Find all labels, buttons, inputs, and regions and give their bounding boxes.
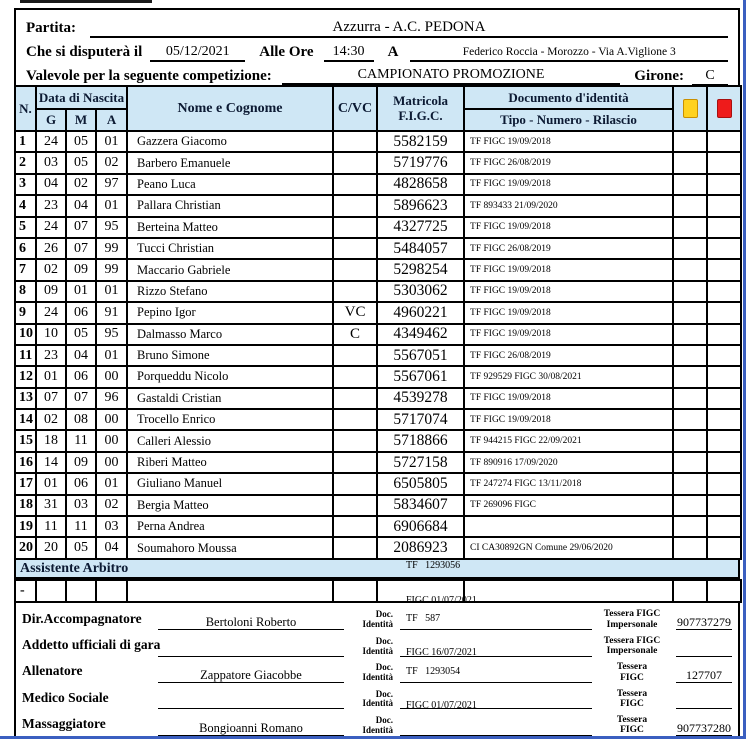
identity-document: TF 890916 17/09/2020 (464, 452, 673, 473)
birth-month: 03 (66, 495, 96, 516)
col-header-number: N. (15, 86, 36, 131)
player-name: Calleri Alessio (127, 430, 333, 451)
red-card-cell (707, 324, 741, 345)
birth-month: 09 (66, 452, 96, 473)
birth-day: 24 (36, 217, 66, 238)
player-number: 8 (15, 281, 36, 302)
player-row (15, 302, 741, 323)
red-card-cell (707, 174, 741, 195)
captain-flag (333, 452, 377, 473)
identity-document: TF FIGC 19/09/2018 (464, 409, 673, 430)
partita-value: Azzurra - A.C. PEDONA (90, 19, 728, 38)
captain-flag (333, 259, 377, 280)
player-number: 1 (15, 131, 36, 152)
doc-identita-label: Doc. Identità (362, 635, 393, 656)
birth-day: 24 (36, 131, 66, 152)
identity-document: TF FIGC 26/08/2019 (464, 345, 673, 366)
birth-year: 99 (96, 238, 127, 259)
staff-role-label: Medico Sociale (22, 689, 109, 705)
doc-identita-label: Doc. Identità (362, 609, 393, 630)
player-row (15, 409, 741, 430)
birth-month: 05 (66, 152, 96, 173)
identity-document: TF FIGC 26/08/2019 (464, 152, 673, 173)
birth-month: 11 (66, 430, 96, 451)
player-number: 20 (15, 537, 36, 558)
captain-flag (333, 131, 377, 152)
girone-value: C (692, 68, 728, 86)
player-row (15, 473, 741, 494)
captain-flag (333, 345, 377, 366)
player-name: Berteina Matteo (127, 217, 333, 238)
matricola-number: 4349462 (377, 324, 464, 345)
doc-identita-label: Doc. Identità (362, 714, 393, 735)
birth-day: 03 (36, 152, 66, 173)
birth-day: 11 (36, 516, 66, 537)
player-row (15, 195, 741, 216)
col-header-month: M (66, 109, 96, 131)
partita-label: Partita: (26, 20, 76, 36)
yellow-card-cell (673, 495, 707, 516)
staff-row (16, 633, 738, 659)
matricola-number: 4960221 (377, 302, 464, 323)
yellow-card-cell (673, 302, 707, 323)
matricola-number: 4539278 (377, 388, 464, 409)
birth-year: 01 (96, 281, 127, 302)
birth-year: 01 (96, 473, 127, 494)
player-name: Rizzo Stefano (127, 281, 333, 302)
competition-value: CAMPIONATO PROMOZIONE (282, 67, 620, 86)
yellow-card-cell (673, 345, 707, 366)
identity-document: TF FIGC 19/09/2018 (464, 281, 673, 302)
player-number: 6 (15, 238, 36, 259)
birth-year: 02 (96, 152, 127, 173)
player-row (15, 324, 741, 345)
birth-year: 95 (96, 324, 127, 345)
player-number: 10 (15, 324, 36, 345)
identity-document (464, 516, 673, 537)
staff-document: TF 587 FIGC 16/07/2021 (400, 590, 592, 683)
player-number: 2 (15, 152, 36, 173)
players-tbody (15, 131, 741, 559)
player-number: 3 (15, 174, 36, 195)
identity-document: TF FIGC 19/09/2018 (464, 174, 673, 195)
captain-flag (333, 495, 377, 516)
captain-flag (333, 217, 377, 238)
matricola-number: 2086923 (377, 537, 464, 558)
birth-month: 05 (66, 324, 96, 345)
players-table (14, 85, 742, 560)
yellow-card-cell (673, 366, 707, 387)
identity-document: TF 929529 FIGC 30/08/2021 (464, 366, 673, 387)
player-row (15, 131, 741, 152)
player-row (15, 238, 741, 259)
player-number: 4 (15, 195, 36, 216)
captain-flag (333, 238, 377, 259)
player-name: Riberi Matteo (127, 452, 333, 473)
tessera-number (676, 642, 732, 657)
birth-day: 09 (36, 281, 66, 302)
tessera-number (676, 694, 732, 709)
col-header-document: Documento d'identità (464, 86, 673, 109)
red-card-cell (707, 409, 741, 430)
captain-flag (333, 174, 377, 195)
player-number: 16 (15, 452, 36, 473)
col-header-document-sub: Tipo - Numero - Rilascio (464, 109, 673, 131)
captain-flag (333, 537, 377, 558)
tessera-number: 127707 (676, 668, 732, 683)
identity-document: TF FIGC 19/09/2018 (464, 302, 673, 323)
birth-month: 02 (66, 174, 96, 195)
match-header-box (14, 8, 740, 85)
tessera-figc-label: Tessera FIGC (616, 662, 648, 683)
identity-document: TF 247274 FIGC 13/11/2018 (464, 473, 673, 494)
matricola-number: 5719776 (377, 152, 464, 173)
birth-day: 23 (36, 345, 66, 366)
yellow-card-cell (673, 452, 707, 473)
red-card-cell (707, 345, 741, 366)
player-number: 18 (15, 495, 36, 516)
staff-role-label: Dir.Accompagnatore (22, 610, 142, 626)
matricola-number: 5582159 (377, 131, 464, 152)
matricola-number: 5717074 (377, 409, 464, 430)
captain-flag (333, 430, 377, 451)
player-name: Pallara Christian (127, 195, 333, 216)
player-number: 17 (15, 473, 36, 494)
yellow-card-cell (673, 473, 707, 494)
player-name: Peano Luca (127, 174, 333, 195)
birth-year: 99 (96, 259, 127, 280)
birth-year: 03 (96, 516, 127, 537)
girone-label: Girone: (634, 68, 684, 84)
match-sheet-body (14, 8, 740, 739)
player-number: 9 (15, 302, 36, 323)
player-number: 19 (15, 516, 36, 537)
yellow-card-cell (673, 430, 707, 451)
col-header-name: Nome e Cognome (127, 86, 333, 131)
matricola-number: 5896623 (377, 195, 464, 216)
identity-document: TF FIGC 19/09/2018 (464, 324, 673, 345)
birth-year: 00 (96, 452, 127, 473)
red-card-cell (707, 388, 741, 409)
red-card-cell (707, 495, 741, 516)
birth-year: 01 (96, 195, 127, 216)
player-name: Barbero Emanuele (127, 152, 333, 173)
doc-identita-label: Doc. Identità (362, 688, 393, 709)
red-card-cell (707, 195, 741, 216)
yellow-card-cell (673, 238, 707, 259)
birth-day: 10 (36, 324, 66, 345)
birth-day: 23 (36, 195, 66, 216)
birth-day: 14 (36, 452, 66, 473)
birth-day: 31 (36, 495, 66, 516)
birth-month: 07 (66, 388, 96, 409)
birth-year: 00 (96, 366, 127, 387)
player-row (15, 388, 741, 409)
player-name: Pepino Igor (127, 302, 333, 323)
identity-document: TF FIGC 19/09/2018 (464, 217, 673, 238)
date-line (26, 38, 728, 62)
player-name: Perna Andrea (127, 516, 333, 537)
identity-document: TF 944215 FIGC 22/09/2021 (464, 430, 673, 451)
yellow-card-cell (673, 152, 707, 173)
matricola-number: 5567061 (377, 366, 464, 387)
red-card-cell (707, 238, 741, 259)
player-row (15, 217, 741, 238)
assistant-referee-empty-row (15, 580, 741, 602)
matricola-number: 4327725 (377, 217, 464, 238)
page-top-artifact (20, 0, 152, 3)
birth-year: 00 (96, 409, 127, 430)
birth-year: 96 (96, 388, 127, 409)
player-name: Dalmasso Marco (127, 324, 333, 345)
birth-day: 02 (36, 259, 66, 280)
red-card-cell (707, 217, 741, 238)
competition-line (26, 62, 728, 86)
matricola-number: 5718866 (377, 430, 464, 451)
col-header-birthdate: Data di Nascita (36, 86, 127, 109)
player-row (15, 516, 741, 537)
col-header-year: A (96, 109, 127, 131)
birth-month: 05 (66, 131, 96, 152)
matricola-number: 5567051 (377, 345, 464, 366)
red-card-icon (717, 99, 732, 118)
birth-day: 24 (36, 302, 66, 323)
player-number: 15 (15, 430, 36, 451)
player-name: Gastaldi Cristian (127, 388, 333, 409)
birth-month: 04 (66, 345, 96, 366)
red-card-cell (707, 302, 741, 323)
staff-row (16, 686, 738, 712)
yellow-card-column-header (673, 86, 707, 131)
birth-day: 01 (36, 366, 66, 387)
player-row (15, 174, 741, 195)
birth-day: 04 (36, 174, 66, 195)
assistant-referee-row (14, 579, 742, 603)
tessera-figc-label: Tessera FIGC (616, 688, 648, 709)
birth-year: 02 (96, 495, 127, 516)
staff-name (158, 694, 344, 709)
identity-document: TF 893433 21/09/2020 (464, 195, 673, 216)
red-card-cell (707, 281, 741, 302)
player-number: 13 (15, 388, 36, 409)
date-value: 05/12/2021 (150, 44, 245, 62)
birth-year: 00 (96, 430, 127, 451)
yellow-card-cell (673, 409, 707, 430)
birth-day: 26 (36, 238, 66, 259)
player-row (15, 366, 741, 387)
player-name: Maccario Gabriele (127, 259, 333, 280)
staff-document: TF 1293056 FIGC 01/07/2021 (400, 537, 592, 630)
matricola-number: 4828658 (377, 174, 464, 195)
tessera-number: 907737279 (677, 615, 731, 630)
birth-month: 09 (66, 259, 96, 280)
birth-month: 08 (66, 409, 96, 430)
yellow-card-cell (673, 324, 707, 345)
birth-day: 01 (36, 473, 66, 494)
doc-identita-label: Doc. Identità (362, 662, 393, 683)
staff-document: TF 1293054 FIGC 01/07/2021 (400, 643, 592, 736)
staff-name: Zappatore Giacobbe (158, 668, 344, 683)
captain-flag (333, 366, 377, 387)
yellow-card-cell (673, 174, 707, 195)
red-card-cell (707, 366, 741, 387)
assistant-referee-bar: Assistente Arbitro (14, 560, 740, 579)
red-card-cell (707, 430, 741, 451)
player-row (15, 452, 741, 473)
birth-month: 07 (66, 238, 96, 259)
birth-month: 04 (66, 195, 96, 216)
birth-month: 06 (66, 366, 96, 387)
player-number: 7 (15, 259, 36, 280)
venue-value: Federico Roccia - Morozzo - Via A.Viglione 3 (410, 46, 728, 62)
identity-document: CI CA30892GN Comune 29/06/2020 (464, 537, 673, 558)
matricola-number: 5298254 (377, 259, 464, 280)
captain-flag (333, 409, 377, 430)
captain-flag: C (333, 324, 377, 345)
date-label: Che si disputerà il (26, 44, 143, 60)
match-line (26, 14, 728, 38)
player-row (15, 152, 741, 173)
red-card-cell (707, 259, 741, 280)
player-row (15, 345, 741, 366)
yellow-card-cell (673, 388, 707, 409)
yellow-card-cell (673, 259, 707, 280)
tessera-figc-label: Tessera FIGC Impersonale (603, 635, 661, 657)
player-name: Soumahoro Moussa (127, 537, 333, 558)
birth-day: 18 (36, 430, 66, 451)
identity-document: TF FIGC 26/08/2019 (464, 238, 673, 259)
birth-day: 20 (36, 537, 66, 558)
captain-flag (333, 516, 377, 537)
player-number: 14 (15, 409, 36, 430)
matricola-number: 6906684 (377, 516, 464, 537)
player-number: 12 (15, 366, 36, 387)
col-header-cvc: C/VC (333, 86, 377, 131)
red-card-cell (707, 152, 741, 173)
player-number: 11 (15, 345, 36, 366)
birth-month: 06 (66, 302, 96, 323)
captain-flag (333, 195, 377, 216)
birth-month: 01 (66, 281, 96, 302)
birth-year: 04 (96, 537, 127, 558)
matricola-number: 5484057 (377, 238, 464, 259)
matricola-number: 6505805 (377, 473, 464, 494)
birth-month: 06 (66, 473, 96, 494)
staff-name (158, 642, 344, 657)
yellow-card-cell (673, 537, 707, 558)
yellow-card-cell (673, 217, 707, 238)
birth-year: 01 (96, 345, 127, 366)
birth-month: 11 (66, 516, 96, 537)
player-row (15, 430, 741, 451)
yellow-card-cell (673, 131, 707, 152)
matricola-number: 5727158 (377, 452, 464, 473)
player-row (15, 259, 741, 280)
identity-document: TF FIGC 19/09/2018 (464, 259, 673, 280)
player-name: Giuliano Manuel (127, 473, 333, 494)
yellow-card-icon (683, 99, 698, 118)
col-header-matricola: Matricola F.I.G.C. (377, 86, 464, 131)
birth-month: 07 (66, 217, 96, 238)
yellow-card-cell (673, 516, 707, 537)
captain-flag (333, 152, 377, 173)
tessera-number: 907737280 (677, 720, 731, 735)
birth-year: 01 (96, 131, 127, 152)
player-row (15, 281, 741, 302)
competition-label: Valevole per la seguente competizione: (26, 68, 272, 84)
red-card-cell (707, 516, 741, 537)
player-row (15, 537, 741, 558)
red-card-cell (707, 473, 741, 494)
staff-role-label: Addetto ufficiali di gara (22, 636, 161, 652)
time-value: 14:30 (324, 44, 374, 62)
captain-flag (333, 388, 377, 409)
red-card-cell (707, 452, 741, 473)
staff-name: Bertoloni Roberto (158, 615, 344, 630)
yellow-card-cell (673, 281, 707, 302)
col-header-day: G (36, 109, 66, 131)
birth-day: 07 (36, 388, 66, 409)
birth-year: 97 (96, 174, 127, 195)
player-row (15, 495, 741, 516)
staff-role-label: Massaggiatore (22, 716, 106, 732)
birth-year: 91 (96, 302, 127, 323)
at-label: A (387, 44, 399, 60)
identity-document: TF 269096 FIGC (464, 495, 673, 516)
player-number: 5 (15, 217, 36, 238)
tessera-figc-label: Tessera FIGC Impersonale (603, 609, 661, 630)
red-card-cell (707, 131, 741, 152)
matricola-number: 5303062 (377, 281, 464, 302)
identity-document: TF FIGC 19/09/2018 (464, 388, 673, 409)
time-label: Alle Ore (259, 44, 314, 60)
player-name: Porqueddu Nicolo (127, 366, 333, 387)
staff-role-label: Allenatore (22, 663, 83, 679)
player-name: Bruno Simone (127, 345, 333, 366)
staff-name: Bongioanni Romano (158, 721, 344, 736)
identity-document: TF FIGC 19/09/2018 (464, 131, 673, 152)
captain-flag (333, 473, 377, 494)
tessera-figc-label: Tessera FIGC (616, 714, 648, 736)
player-name: Gazzera Giacomo (127, 131, 333, 152)
player-name: Trocello Enrico (127, 409, 333, 430)
birth-day: 02 (36, 409, 66, 430)
yellow-card-cell (673, 195, 707, 216)
birth-year: 95 (96, 217, 127, 238)
player-name: Tucci Christian (127, 238, 333, 259)
matricola-number: 5834607 (377, 495, 464, 516)
red-card-cell (707, 537, 741, 558)
red-card-column-header (707, 86, 741, 131)
assistant-referee-dash: - (15, 580, 36, 602)
captain-flag (333, 281, 377, 302)
player-name: Bergia Matteo (127, 495, 333, 516)
captain-flag: VC (333, 302, 377, 323)
birth-month: 05 (66, 537, 96, 558)
